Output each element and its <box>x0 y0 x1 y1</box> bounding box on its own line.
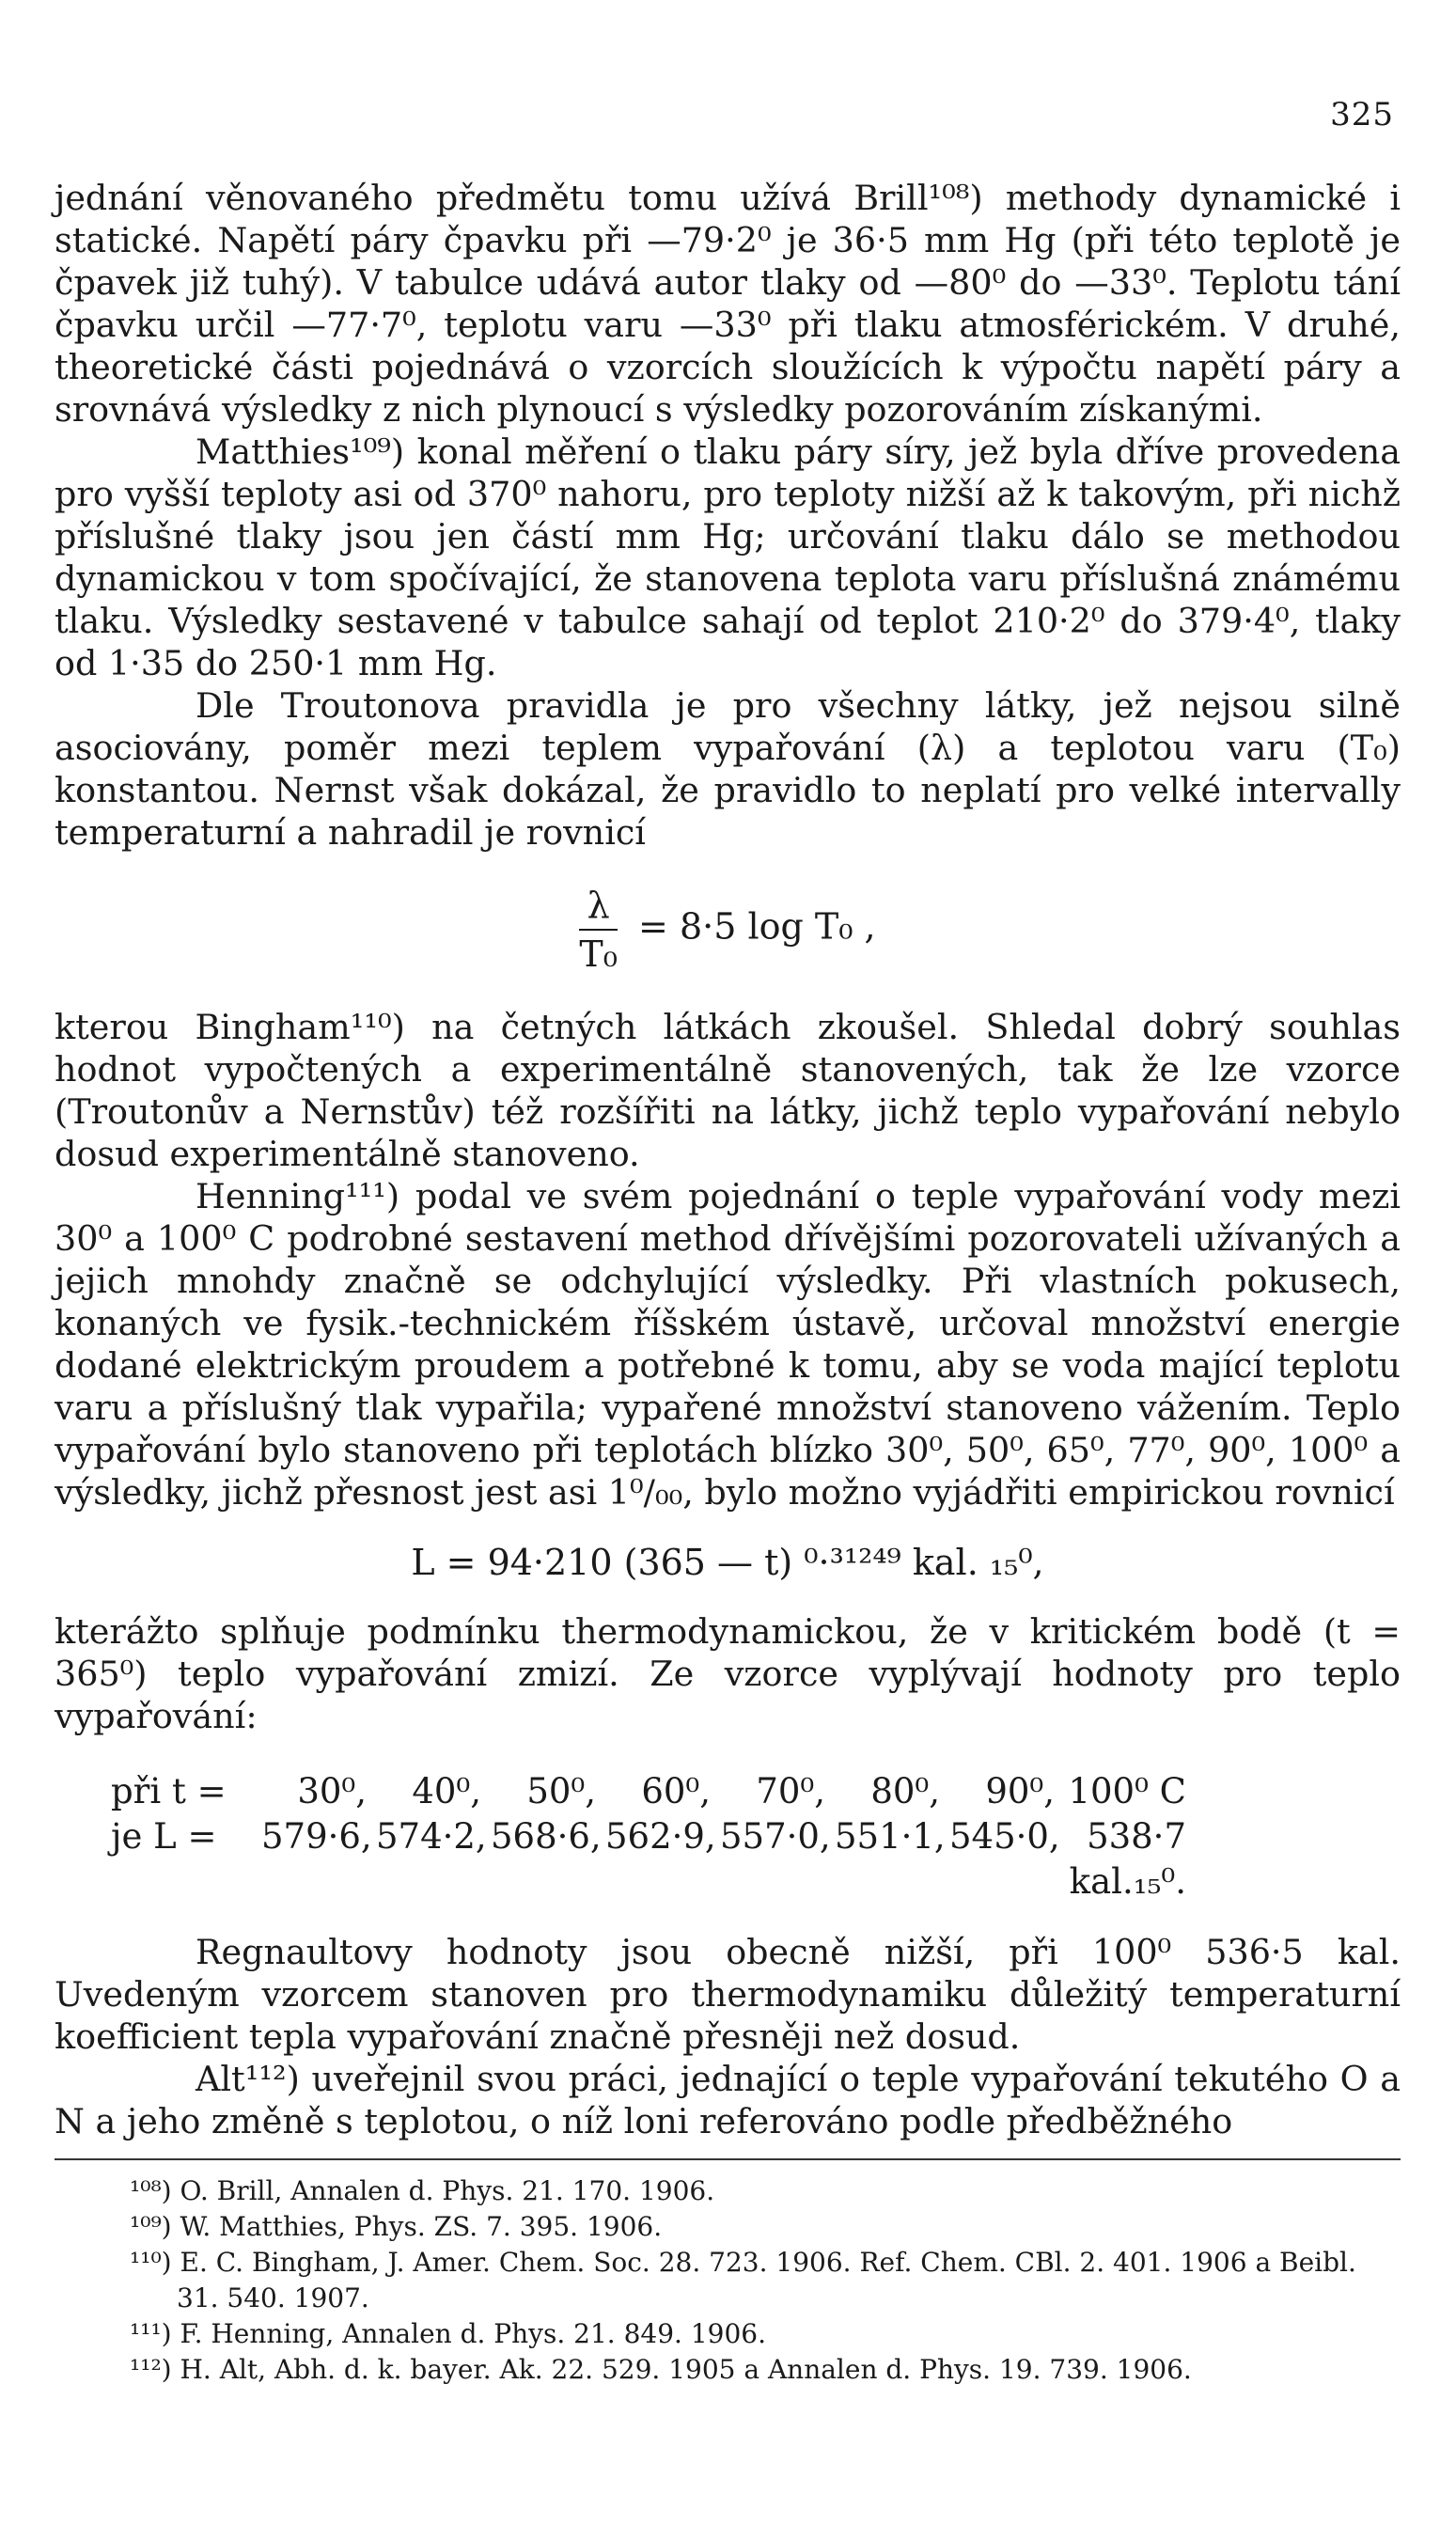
row-label: při t = <box>111 1771 227 1811</box>
table-cell: 50⁰, <box>526 1771 596 1811</box>
nernst-equation <box>55 882 1401 978</box>
footnote: ¹¹²) H. Alt, Abh. d. k. bayer. Ak. 22. 529. 1905 a Annalen d. Phys. 19. 739. 1906. <box>130 2354 1192 2385</box>
table-cell: 40⁰, <box>412 1771 481 1811</box>
table-cell: 551·1, <box>835 1816 946 1857</box>
footnotes <box>55 2158 1401 2388</box>
table-cell: 70⁰, <box>756 1771 825 1811</box>
equation-rhs: = 8·5 log T₀ , <box>638 905 876 948</box>
table-cell: 545·0, <box>949 1816 1060 1857</box>
paragraph-critical-point: kterážto splňuje podmínku thermodynamickou, že v kritickém bodě (t = 365⁰) teplo vypařování zmizí. Ze vzorce vyplývají hodnoty pro teplo vypařování: <box>55 1611 1401 1736</box>
table-cell: 90⁰, <box>985 1771 1055 1811</box>
paragraph-regnault: Regnaultovy hodnoty jsou obecně nižší, při 100⁰ 536·5 kal. Uvedeným vzorcem stanoven pro thermodynamiku důležitý temperaturní koefficient tepla vypařování značně přesněji než dosud. <box>55 1932 1401 2057</box>
row-label: je L = <box>111 1816 217 1857</box>
table-cell: 562·9, <box>605 1816 716 1857</box>
table-cell: 574·2, <box>376 1816 487 1857</box>
table-cell: 538·7 kal.₁₅⁰. <box>1069 1816 1186 1902</box>
body-text <box>55 177 1401 2142</box>
fraction-denominator: T₀ <box>579 933 618 975</box>
footnote: ¹¹⁰) E. C. Bingham, J. Amer. Chem. Soc. 28. 723. 1906. Ref. Chem. CBl. 2. 401. 1906 a Beibl. 31. 540. 1907. <box>130 2247 1356 2313</box>
table-cell: 557·0, <box>720 1816 831 1857</box>
paragraph-matthies: Matthies¹⁰⁹) konal měření o tlaku páry síry, jež byla dříve provedena pro vyšší teploty asi od 370⁰ nahoru, pro teploty nižší až k takovým, při nichž příslušné tlaky jsou jen částí mm Hg; určování tlaku dálo se methodou dynamickou v tom spočívající, že stanovena teplota varu příslušná známému tlaku. Výsledky sestavené v tabulce sahají od teplot 210·2⁰ do 379·4⁰, tlaky od 1·35 do 250·1 mm Hg. <box>55 431 1401 683</box>
fraction-numerator: λ <box>579 882 618 931</box>
table-row-temperature <box>111 1769 1401 1814</box>
paragraph-henning: Henning¹¹¹) podal ve svém pojednání o teple vypařování vody mezi 30⁰ a 100⁰ C podrobné sestavení method dřívějšími pozorovateli užívaných a jejich mnohdy značně se odchylující výsledky. Při vlastních pokusech, konaných ve fysik.-technickém říšském ústavě, určoval množství energie dodané elektrickým proudem a potřebné k tomu, aby se voda mající teplotu varu a příslušný tlak vypařila; vypařené množství stanoveno vážením. Teplo vypařování bylo stanoveno při teplotách blízko 30⁰, 50⁰, 65⁰, 77⁰, 90⁰, 100⁰ a výsledky, jichž přesnost jest asi 1⁰/₀₀, bylo možno vyjádřiti empirickou rovnicí <box>55 1176 1401 1513</box>
table-cell: 80⁰, <box>870 1771 940 1811</box>
table-row-heat <box>111 1814 1401 1905</box>
henning-equation: L = 94·210 (365 — t) ⁰·³¹²⁴⁹ kal. ₁₅⁰, <box>411 1542 1044 1583</box>
paragraph-brill: jednání věnovaného předmětu tomu užívá Brill¹⁰⁸) methody dynamické i statické. Napětí páry čpavku při —79·2⁰ je 36·5 mm Hg (při této teplotě je čpavek již tuhý). V tabulce udává autor tlaky od —80⁰ do —33⁰. Teplotu tání čpavku určil —77·7⁰, teplotu varu —33⁰ při tlaku atmosférickém. V druhé, theoretické části pojednává o vzorcích sloužících k výpočtu napětí páry a srovnává výsledky z nich plynoucí s výsledky pozorováním získanými. <box>55 178 1401 430</box>
table-cell: 30⁰, <box>297 1771 367 1811</box>
table-cell: 579·6, <box>261 1816 372 1857</box>
table-cell: 60⁰, <box>641 1771 711 1811</box>
values-table <box>111 1769 1401 1905</box>
footnote: ¹⁰⁸) O. Brill, Annalen d. Phys. 21. 170. 1906. <box>130 2175 715 2206</box>
page-number: 325 <box>1330 96 1394 133</box>
table-cell: 568·6, <box>491 1816 602 1857</box>
footnote: ¹¹¹) F. Henning, Annalen d. Phys. 21. 849. 1906. <box>130 2318 766 2349</box>
paragraph-bingham: kterou Bingham¹¹⁰) na četných látkách zkoušel. Shledal dobrý souhlas hodnot vypočtených a experimentálně stanovených, tak že lze vzorce (Troutonův a Nernstův) též rozšířiti na látky, jichž teplo vypařování nebylo dosud experimentálně stanoveno. <box>55 1007 1401 1174</box>
table-cell: 100⁰ C <box>1068 1771 1186 1811</box>
paragraph-alt: Alt¹¹²) uveřejnil svou práci, jednající o teple vypařování tekutého O a N a jeho změně s teplotou, o níž loni referováno podle předběžného <box>55 2059 1401 2141</box>
fraction <box>579 882 618 978</box>
paragraph-trouton: Dle Troutonova pravidla je pro všechny látky, jež nejsou silně asociovány, poměr mezi teplem vypařování (λ) a teplotou varu (T₀) konstantou. Nernst však dokázal, že pravidlo to neplatí pro velké intervally temperaturní a nahradil je rovnicí <box>55 685 1401 853</box>
footnote: ¹⁰⁹) W. Matthies, Phys. ZS. 7. 395. 1906. <box>130 2211 663 2242</box>
